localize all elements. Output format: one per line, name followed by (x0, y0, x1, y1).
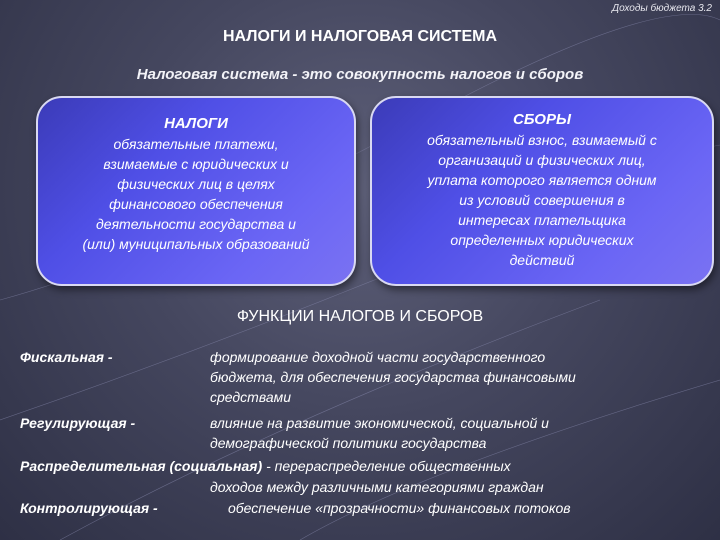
fees-definition: обязательный взнос, взимаемый с организаций и физических лиц, уплата которого является одним из условий совершения в интересах плательщика определенных юридических действий (427, 132, 657, 268)
function-fiscal-name: Фискальная - (20, 349, 113, 365)
function-distributive-description: доходов между различными категориями граждан (210, 479, 544, 495)
function-controlling-name: Контролирующая - (20, 500, 158, 516)
fees-title: СБОРЫ (513, 111, 571, 128)
slide-number-label: Доходы бюджета 3.2 (612, 3, 712, 14)
function-fiscal-description: формирование доходной части государственного бюджета, для обеспечения государства финансовыми средствами (210, 349, 576, 405)
functions-heading: ФУНКЦИИ НАЛОГОВ И СБОРОВ (236, 308, 484, 325)
function-distributive-description-start: - перераспределение общественных (262, 458, 511, 474)
taxes-box (36, 96, 356, 286)
function-controlling-description: обеспечение «прозрачности» финансовых потоков (228, 500, 571, 516)
function-regulating-description: влияние на развитие экономической, социальной и демографической политики государства (210, 415, 549, 451)
subtitle: Налоговая система - это совокупность налогов и сборов (136, 66, 584, 83)
fees-box (370, 96, 714, 286)
function-distributive-name: Распределительная (социальная) (20, 458, 263, 474)
function-regulating-name: Регулирующая - (20, 415, 136, 431)
taxes-definition: обязательные платежи, взимаемые с юридических и физических лиц в целях финансового обеспечения деятельности государства и (или) муниципальных образований (82, 136, 310, 252)
function-distributive-line (20, 456, 511, 476)
page-title: НАЛОГИ И НАЛОГОВАЯ СИСТЕМА (222, 28, 497, 45)
taxes-title: НАЛОГИ (164, 115, 228, 132)
